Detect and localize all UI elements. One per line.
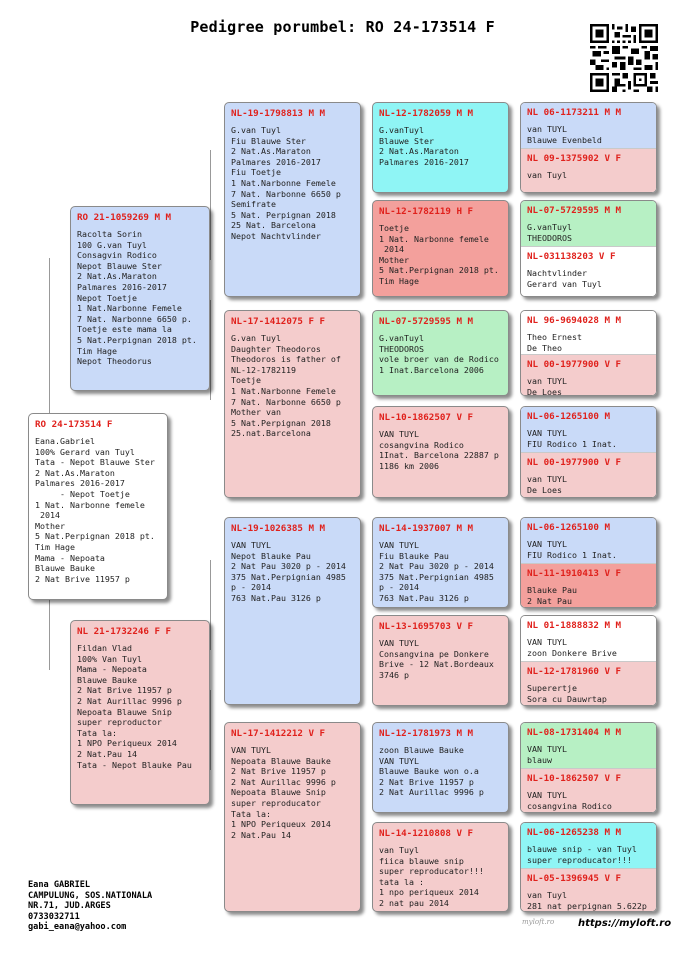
ring-number: NL-10-1862507 V F (379, 412, 474, 423)
ring-number: RO 24-173514 F (35, 419, 113, 430)
card-text: Blauke Pau 2 Nat Pau (527, 585, 577, 606)
card-text: VAN TUYL FIU Rodico 1 Inat. (527, 539, 617, 560)
ring-number: NL-11-1910413 V F (527, 568, 622, 579)
ring-number: NL-12-1782119 H F (379, 206, 474, 217)
ring-number: NL-12-1782059 M M (379, 108, 474, 119)
card-text: van Tuyl fiica blauwe snip super reproducator!!! tata la : 1 npo periqueux 2014 2 nat pau 2014 (379, 845, 484, 908)
ring-number: NL 09-1375902 V F (527, 153, 622, 164)
connector-line (210, 560, 211, 650)
pedigree-card-subject (28, 413, 168, 600)
card-text: van TUYL De Loes (527, 474, 567, 495)
card-text: VAN TUYL Nepot Blauke Pau 2 Nat Pau 3020 p - 2014 375 Nat.Perpignian 4985 p - 2014 763 Nat.Pau 3126 p (231, 540, 346, 603)
card-text: VAN TUYL Nepoata Blauwe Bauke 2 Nat Brive 11957 p 2 Nat Aurillac 9996 p Nepoata Blauwe Snip super reproducator Tata la: 1 NPO Periqueux 2014 2 Nat.Pau 14 (231, 745, 336, 840)
pedigree-card-g5-pair-6 (520, 615, 657, 706)
pedigree-card-g5-pair-7 (520, 722, 657, 813)
page-title: Pedigree porumbel: RO 24-173514 F (190, 18, 495, 36)
ring-number: NL-19-1026385 M M (231, 523, 326, 534)
card-text: Eana.Gabriel 100% Gerard van Tuyl Tata - Nepot Blauwe Ster 2 Nat.As.Maraton Palmares 2016-2017 - Nepot Toetje 1 Nat. Narbonne femele 2014 Mother 5 Nat.Perpignan 2018 pt. Tim Hage Mama - Nepoata Blauwe Bauke 2 Nat Brive 11957 p (35, 436, 155, 584)
pedigree-card-g5-sire (521, 616, 656, 661)
ring-number: NL 21-1732246 F F (77, 626, 172, 637)
card-text: VAN TUYL blauw (527, 744, 567, 765)
pedigree-card-g5-sire (521, 823, 656, 868)
website-link[interactable]: https://myloft.ro (578, 918, 672, 929)
pedigree-card-sire-sire (224, 102, 361, 297)
ring-number: NL 96-9694028 M M (527, 315, 622, 326)
card-text: van TUYL Blauwe Evenbeld (527, 124, 602, 145)
ring-number: NL-06-1265100 M (527, 411, 610, 422)
pedigree-card-g5-dam (521, 563, 656, 608)
card-text: VAN TUYL cosangvina Rodico 1Inat. Barcelona 22887 p 1186 km 2006 (379, 429, 499, 471)
card-text: van TUYL De Loes (527, 376, 567, 396)
ring-number: NL-19-1798813 M M (231, 108, 326, 119)
pedigree-card-dam-dam-dam (372, 822, 509, 912)
ring-number: NL-13-1695703 V F (379, 621, 474, 632)
card-text: Nachtvlinder Gerard van Tuyl (527, 268, 602, 289)
card-text: Superertje Sora cu Dauwrtap (527, 683, 607, 704)
card-text: G.vanTuyl Blauwe Ster 2 Nat.As.Maraton Palmares 2016-2017 (379, 125, 469, 167)
ring-number: NL 06-1173211 M M (527, 107, 622, 118)
pedigree-card-dam (70, 620, 210, 805)
owner-contact: Eana GABRIEL CAMPULUNG, SOS.NATIONALA NR.71, JUD.ARGES 0733032711 gabi_eana@yahoo.com (28, 880, 153, 933)
card-text: van Tuyl (527, 170, 567, 180)
pedigree-card-g5-dam (521, 354, 656, 396)
pedigree-card-g5-dam (521, 661, 656, 706)
ring-number: NL-06-1265100 M (527, 522, 610, 533)
connector-line (210, 690, 211, 770)
pedigree-card-dam-sire (224, 517, 361, 705)
pedigree-card-dam-dam (224, 722, 361, 912)
ring-number: NL-10-1862507 V F (527, 773, 622, 784)
ring-number: NL-17-1412212 V F (231, 728, 326, 739)
pedigree-card-g5-dam (521, 452, 656, 498)
pedigree-card-g5-pair-4 (520, 406, 657, 498)
ring-number: NL 00-1977900 V F (527, 457, 622, 468)
card-text: VAN TUYL zoon Donkere Brive (527, 637, 617, 658)
pedigree-card-g5-pair-2 (520, 200, 657, 297)
pedigree-card-dam-sire-sire (372, 517, 509, 608)
pedigree-card-sire-sire-sire (372, 102, 509, 193)
pedigree-card-g5-sire (521, 311, 656, 354)
card-text: G.vanTuyl THEODOROS vole broer van de Rodico 1 Inat.Barcelona 2006 (379, 333, 499, 375)
card-text: G.van Tuyl Daughter Theodoros Theodoros is father of NL-12-1782119 Toetje 1 Nat.Narbonne Femele 7 Nat. Narbonne 6650 p Mother van 5 Nat.Perpignan 2018 25.nat.Barcelona (231, 333, 341, 439)
card-text: Racolta Sorin 100 G.van Tuyl Consagvin Rodico Nepot Blauwe Ster 2 Nat.As.Maraton Palmares 2016-2017 Nepot Toetje 1 Nat.Narbonne Femele 7 Nat. Narbonne 6650 p. Toetje este mama la 5 Nat.Perpignan 2018 pt. Tim Hage Nepot Theodorus (77, 229, 197, 367)
pedigree-card-g5-dam (521, 246, 656, 297)
pedigree-card-sire-dam-sire (372, 310, 509, 396)
card-text: Toetje 1 Nat. Narbonne femele 2014 Mother 5 Nat.Perpignan 2018 pt. Tim Hage (379, 223, 499, 286)
card-text: van Tuyl 281 nat perpignan 5.622p (527, 890, 647, 911)
pedigree-card-g5-dam (521, 768, 656, 813)
card-text: VAN TUYL Fiu Blauke Pau 2 Nat Pau 3020 p - 2014 375 Nat.Perpignian 4985 p - 2014 763 Nat.Pau 3126 p (379, 540, 494, 603)
ring-number: NL-06-1265238 M M (527, 827, 622, 838)
pedigree-card-g5-pair-5 (520, 517, 657, 608)
pedigree-card-g5-dam (521, 868, 656, 912)
pedigree-card-g5-sire (521, 518, 656, 563)
pedigree-card-g5-pair-1 (520, 102, 657, 193)
ring-number: NL-07-5729595 M M (527, 205, 622, 216)
pedigree-card-g5-sire (521, 723, 656, 768)
card-text: VAN TUYL Consangvina pe Donkere Brive - 12 Nat.Bordeaux 3746 p (379, 638, 494, 680)
connector-line (49, 258, 50, 413)
pedigree-card-sire (70, 206, 210, 391)
card-text: blauwe snip - van Tuyl super reproducator!!! (527, 844, 637, 865)
card-text: VAN TUYL FIU Rodico 1 Inat. (527, 428, 617, 449)
connector-line (210, 300, 211, 400)
card-text: zoon Blauwe Bauke VAN TUYL Blauwe Bauke won o.a 2 Nat Brive 11957 p 2 Nat Aurillac 9996 p (379, 745, 484, 798)
pedigree-card-g5-pair-8 (520, 822, 657, 912)
ring-number: NL-14-1210808 V F (379, 828, 474, 839)
pedigree-card-sire-dam-dam (372, 406, 509, 498)
card-text: Theo Ernest De Theo (527, 332, 582, 353)
pedigree-card-g5-sire (521, 407, 656, 452)
ring-number: NL-05-1396945 V F (527, 873, 622, 884)
ring-number: RO 21-1059269 M M (77, 212, 172, 223)
ring-number: NL-07-5729595 M M (379, 316, 474, 327)
pedigree-card-g5-sire (521, 103, 656, 148)
ring-number: NL-14-1937007 M M (379, 523, 474, 534)
pedigree-card-g5-pair-3 (520, 310, 657, 396)
pedigree-card-dam-sire-dam (372, 615, 509, 706)
card-text: G.vanTuyl THEODOROS (527, 222, 572, 243)
connector-line (49, 600, 50, 670)
pedigree-card-sire-dam (224, 310, 361, 498)
pedigree-card-g5-dam (521, 148, 656, 193)
ring-number: NL-17-1412075 F F (231, 316, 326, 327)
card-text: G.van Tuyl Fiu Blauwe Ster 2 Nat.As.Maraton Palmares 2016-2017 Fiu Toetje 1 Nat.Narbonne Femele 7 Nat. Narbonne 6650 p Semifrate 5 Nat. Perpignan 2018 25 Nat. Barcelona Nepot Nachtvlinder (231, 125, 341, 241)
ring-number: NL-031138203 V F (527, 251, 616, 262)
pedigree-card-dam-dam-sire (372, 722, 509, 813)
ring-number: NL-08-1731404 M M (527, 727, 622, 738)
ring-number: NL 00-1977900 V F (527, 359, 622, 370)
signature: myloft.ro (522, 918, 555, 926)
pedigree-card-sire-sire-dam (372, 200, 509, 297)
card-text: VAN TUYL cosangvina Rodico (527, 790, 612, 811)
qr-code-icon (590, 24, 658, 92)
ring-number: NL-12-1781973 M M (379, 728, 474, 739)
ring-number: NL-12-1781960 V F (527, 666, 622, 677)
ring-number: NL 01-1888832 M M (527, 620, 622, 631)
card-text: Fildan Vlad 100% Van Tuyl Mama - Nepoata Blauwe Bauke 2 Nat Brive 11957 p 2 Nat Aurillac 9996 p Nepoata Blauwe Snip super reproductor Tata la: 1 NPO Periqueux 2014 2 Nat.Pau 14 Tata - Nepot Blauke Pau (77, 643, 192, 770)
pedigree-card-g5-sire (521, 201, 656, 246)
connector-line (210, 150, 211, 260)
